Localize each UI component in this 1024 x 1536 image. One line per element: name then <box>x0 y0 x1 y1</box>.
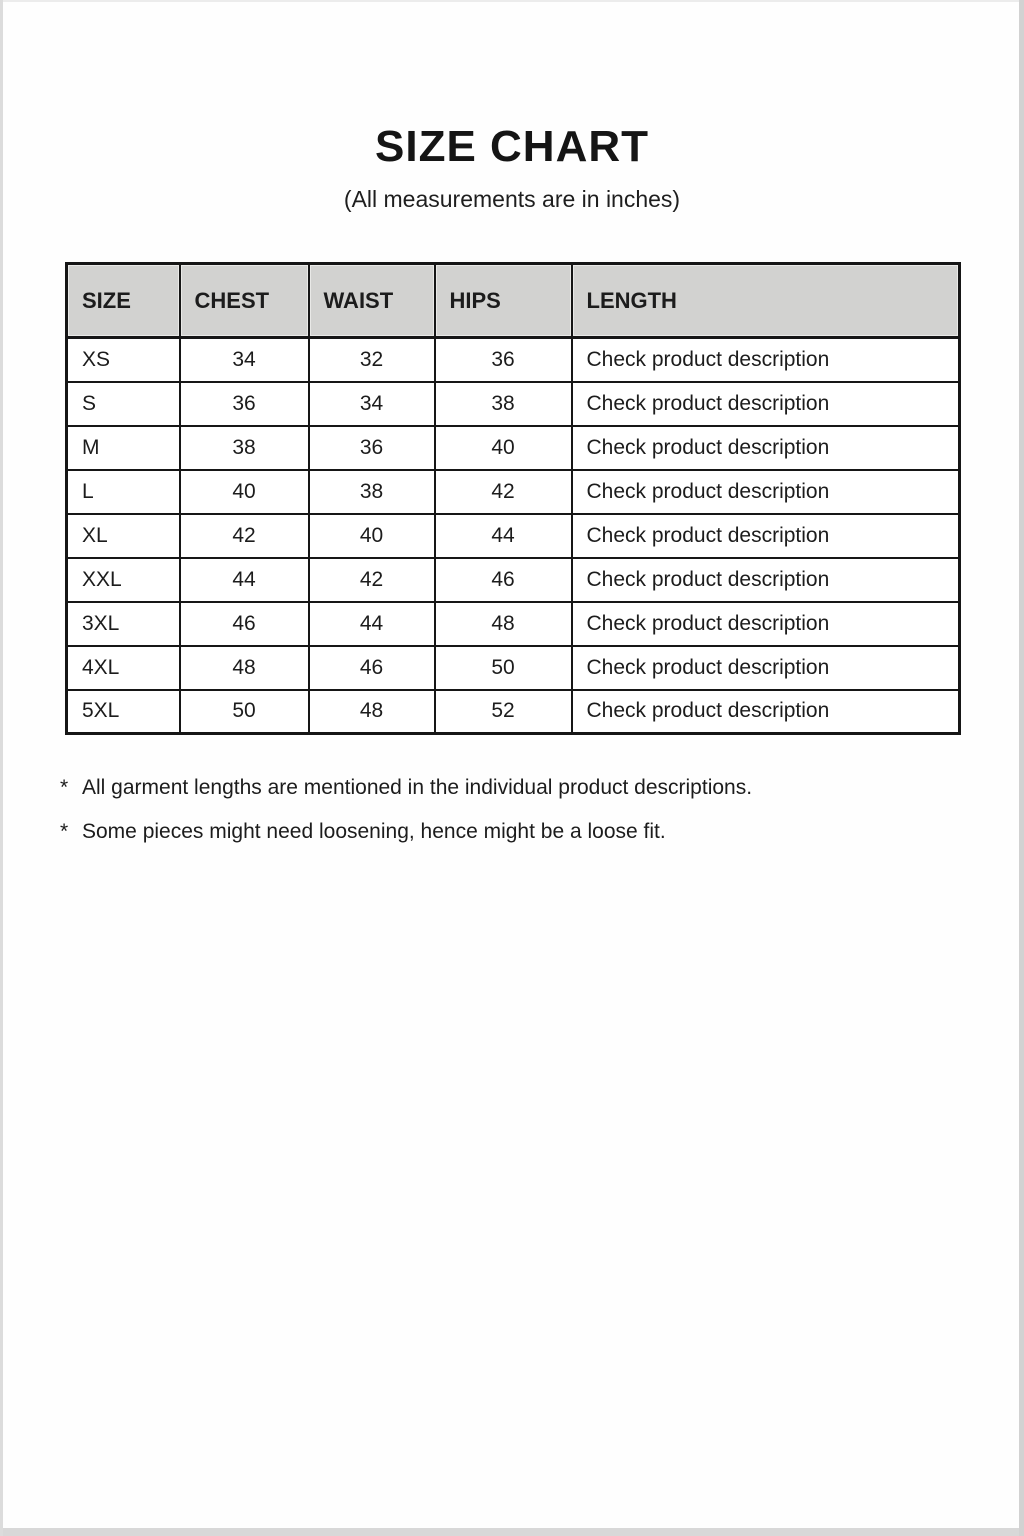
cell-size: 4XL <box>67 646 180 690</box>
footnote <box>60 820 964 844</box>
cell-hips: 50 <box>435 646 572 690</box>
table-row <box>67 558 960 602</box>
cell-chest: 46 <box>180 602 309 646</box>
cell-size: XXL <box>67 558 180 602</box>
table-row <box>67 338 960 382</box>
cell-chest: 40 <box>180 470 309 514</box>
size-chart-table <box>65 262 961 735</box>
cell-hips: 52 <box>435 690 572 734</box>
cell-chest: 50 <box>180 690 309 734</box>
cell-waist: 40 <box>309 514 435 558</box>
footnote-marker: * <box>60 776 69 799</box>
cell-waist: 44 <box>309 602 435 646</box>
cell-length: Check product description <box>572 646 960 690</box>
cell-hips: 42 <box>435 470 572 514</box>
table-row <box>67 602 960 646</box>
cell-waist: 42 <box>309 558 435 602</box>
cell-chest: 48 <box>180 646 309 690</box>
table-row <box>67 426 960 470</box>
cell-waist: 46 <box>309 646 435 690</box>
cell-size: 5XL <box>67 690 180 734</box>
cell-length: Check product description <box>572 338 960 382</box>
cell-size: XS <box>67 338 180 382</box>
cell-hips: 48 <box>435 602 572 646</box>
table-row <box>67 382 960 426</box>
cell-waist: 32 <box>309 338 435 382</box>
cell-chest: 36 <box>180 382 309 426</box>
cell-waist: 34 <box>309 382 435 426</box>
column-header-length: LENGTH <box>572 264 960 338</box>
cell-hips: 46 <box>435 558 572 602</box>
column-header-chest: CHEST <box>180 264 309 338</box>
cell-length: Check product description <box>572 602 960 646</box>
cell-size: L <box>67 470 180 514</box>
cell-hips: 38 <box>435 382 572 426</box>
table-row <box>67 470 960 514</box>
cell-chest: 34 <box>180 338 309 382</box>
cell-waist: 48 <box>309 690 435 734</box>
cell-size: S <box>67 382 180 426</box>
table-header-row <box>67 264 960 338</box>
footnote-text: All garment lengths are mentioned in the individual product descriptions. <box>82 776 753 799</box>
cell-chest: 42 <box>180 514 309 558</box>
footnotes <box>60 776 964 864</box>
column-header-hips: HIPS <box>435 264 572 338</box>
column-header-size: SIZE <box>67 264 180 338</box>
footnote <box>60 776 964 800</box>
cell-chest: 44 <box>180 558 309 602</box>
cell-waist: 38 <box>309 470 435 514</box>
table-row <box>67 514 960 558</box>
cell-length: Check product description <box>572 426 960 470</box>
page-subtitle: (All measurements are in inches) <box>343 186 681 212</box>
cell-length: Check product description <box>572 690 960 734</box>
cell-length: Check product description <box>572 558 960 602</box>
cell-length: Check product description <box>572 514 960 558</box>
page-title: SIZE CHART <box>375 122 649 171</box>
cell-hips: 44 <box>435 514 572 558</box>
footnote-marker: * <box>60 820 69 843</box>
column-header-waist: WAIST <box>309 264 435 338</box>
table-row <box>67 690 960 734</box>
cell-size: M <box>67 426 180 470</box>
cell-length: Check product description <box>572 470 960 514</box>
cell-hips: 40 <box>435 426 572 470</box>
footnote-text: Some pieces might need loosening, hence might be a loose fit. <box>82 820 666 843</box>
cell-length: Check product description <box>572 382 960 426</box>
cell-chest: 38 <box>180 426 309 470</box>
table-row <box>67 646 960 690</box>
cell-hips: 36 <box>435 338 572 382</box>
cell-size: XL <box>67 514 180 558</box>
size-table-body <box>67 338 960 734</box>
cell-waist: 36 <box>309 426 435 470</box>
cell-size: 3XL <box>67 602 180 646</box>
